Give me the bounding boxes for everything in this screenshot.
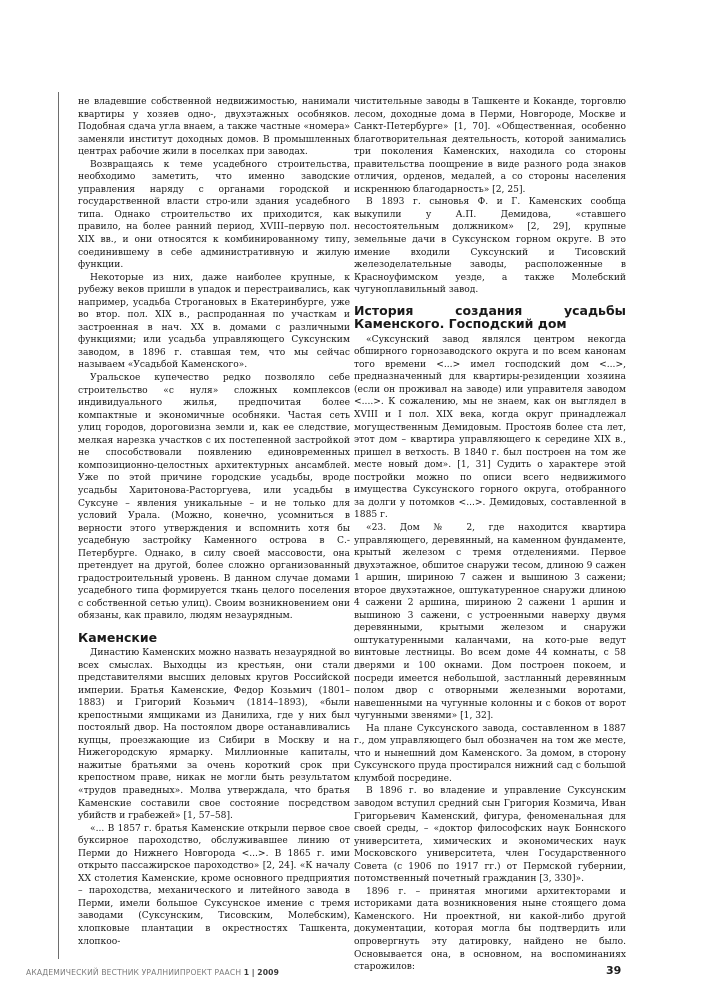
paragraph: На плане Суксунского завода, составленном в 1887 г., дом управляющего был обозначен на том же месте, что и нынешний дом Каменского. За домом, в сторону Суксунского пруда простирался нижний сад с большой клумбой посредине. <box>354 723 626 784</box>
paragraph: Некоторые из них, даже наиболее крупные, к рубежу веков пришли в упадок и перестраивались, как например, усадьба Строгановых в Екатеринбурге, уже во втор. пол. XIX в., распроданная по участкам и застроенная в нач. XX в. домами с различными функциями; или усадьба управляющего Суксунским заводом, в 1896 г. ставшая тем, что мы сейчас называем «Усадьбой Каменского». <box>78 272 350 371</box>
margin-rule <box>58 92 59 959</box>
paragraph: В 1893 г. сыновья Ф. и Г. Каменских сообща выкупили у А.П. Демидова, «ставшего несостоятельным должником» [2, 29], крупные земельные дачи в Суксунском горном округе. В это имение входили Суксунский и Тисовский железоделательные заводы, расположенные в Красноуфимском уезде, а также Молебский чугуноплавильный завод. <box>354 197 626 296</box>
left-column <box>78 96 350 948</box>
issue-year: 2009 <box>257 968 280 977</box>
paragraph: В 1896 г. во владение и управление Суксунским заводом вступил средний сын Григория Козмича, Иван Григорьевич Каменский, фигура, феноменальная для своей среды, – «доктор философских наук Боннского университета, химических и экономических наук Московского университета, член Государственного Совета (с 1906 по 1917 гг.) от Пермской губернии, потомственный почетный гражданин [3, 330]». <box>354 786 626 885</box>
section-heading-kamenskie: Каменские <box>78 629 158 645</box>
right-column <box>354 96 626 974</box>
paragraph: Династию Каменских можно назвать незаурядной во всех смыслах. Выходцы из крестьян, они стали представителями высших деловых кругов Российской империи. Братья Каменские, Федор Козьмич (1801–1883) и Григорий Козьмич (1814–1893), «были крепостными ямщиками из Данилиха, где у них был постоялый двор. На постоялом дворе останавливались купцы, проезжающие из Сибири в Москву и на Нижегородскую ярмарку. Миллионные капиталы, нажитые братьями за очень короткий срок при крепостном праве, никак не могли быть результатом «трудов праведных». Молва утверждала, что братья Каменские составили свое состояние посредством убийств и грабежей» [1, 57–58]. <box>78 647 350 822</box>
paragraph: «... В 1857 г. братья Каменские открыли первое свое буксирное пароходство, обслуживавшее линию от Перми до Нижнего Новгорода <...>. В 1865 г. ими открыто пассажирское пароходство» [2, 24]. «К началу XX столетия Каменские, кроме основного предприятия – пароходства, механического и литейного завода в Перми, имели большое Суксунское имение с тремя заводами (Суксунским, Тисовским, Молебским), хлопковые плантации в окрестностях Ташкента, хлопкоо- <box>78 823 350 947</box>
issue-number: 1 <box>243 968 250 977</box>
paragraph: Уральское купечество редко позволяло себе строительство «с нуля» сложных комплексов индивидуального жилья, предпочитая более компактные и экономичные особняки. Частая сеть улиц городов, дороговизна земли и, как ее следствие, мелкая нарезка участков с их постепенной застройкой не способствовали появлению единовременных композиционно-целостных архитектурных ансамблей. Уже по этой причине городские усадьбы, вроде усадьбы Харитонова-Расторгуева, или усадьбы в Суксуне – явления уникальные – и не только для условий Урала. (Можно, конечно, усомниться в верности этого утверждения и вспомнить хотя бы усадебную застройку Каменного острова в С.-Петербурге. Однако, в силу своей массовости, она претендует на другой, более сложно организованный градостроительный уровень. В данном случае домами усадебного типа формируется ткань целого поселения с собственной сетью улиц). Своим возникновением они обязаны, как правило, людям незаурядным. <box>78 373 350 622</box>
page-number: 39 <box>606 964 622 977</box>
paragraph: Возвращаясь к теме усадебного строительства, необходимо заметить, что именно заводские управления наряду с органами городской и государственной власти стро-или здания усадебного типа. Однако строительство их приходится, как правило, на более ранний период, XVIII–первую пол. XIX вв., и они относятся к комбинированному типу, соединившему в себе административную и жилую функции. <box>78 159 350 271</box>
running-footer <box>26 968 616 982</box>
paragraph: «23. Дом № 2, где находится квартира управляющего, деревянный, на каменном фундаменте, крытый железом с тремя отделениями. Первое двухэтажное, обшитое снаружи тесом, длиною 9 сажен 1 аршин, шириною 7 сажен и вышиною 3 сажени; второе двухэтажное, оштукатуренное снаружи длиною 4 сажени 2 аршина, шириною 2 сажени 1 аршин и вышиною 3 сажени, с устроенными наверху двумя деревянными, крытыми железом и снаружи оштукатуренными каланчами, на кото-рые ведут винтовые лестницы. Во всем доме 44 комнаты, с 58 дверями и 100 окнами. Дом построен покоем, и посреди имеется небольшой, застланный деревянным полом двор с отворными железными воротами, навешенными на чугунные колонны и с боков от ворот чугунными звенями» [1, 32]. <box>354 522 626 722</box>
paragraph: «Суксунский завод являлся центром некогда обширного горнозаводского округа и по всем канонам того времени <...> имел господский дом <...>, предназначенный для квартиры-резиденции хозяина (если он проживал на заводе) или управителя заводом <....>. К сожалению, мы не знаем, как он выглядел в XVIII и I пол. XIX века, когда округ принадлежал могущественным Демидовым. Простояв более ста лет, этот дом – квартира управляющего к середине XIX в., пришел в ветхость. В 1840 г. был построен на том же месте новый дом». [1, 31] Судить о характере этой постройки можно по описи всего недвижимого имущества Суксунского горного округа, отобранного за долги у потомков <...>. Демидовых, составленной в 1885 г. <box>354 334 626 521</box>
paragraph: чистительные заводы в Ташкенте и Коканде, торговлю лесом, доходные дома в Перми, Новгороде, Москве и Санкт-Петербурге» [1, 70]. «Общественная, особенно благотворительная деятельность, которой занимались три поколения Каменских, находила со стороны правительства поощрение в виде разного рода знаков отличия, орденов, медалей, а со стороны населения искреннюю благодарность» [2, 25]. <box>354 97 626 195</box>
paragraph: 1896 г. – принятая многими архитекторами и историками дата возникновения ныне стоящего дома Каменского. Ни проектной, ни какой-либо другой документации, которая могла бы подтвердить или опровергнуть эту датировку, найдено не было. Основывается она, в основном, на воспоминаниях старожилов: <box>354 886 626 973</box>
paragraph: не владевшие собственной недвижимостью, нанимали квартиры у хозяев одно-, двухэтажных особняков. Подобная сдача угла внаем, а также частные «номера» заменяли институт доходных домов. В промышленных центрах рабочие жили в поселках при заводах. <box>78 97 350 158</box>
footer-separator: | <box>251 968 255 977</box>
section-heading-history: История создания усадьбы Каменского. Господский дом <box>354 302 626 332</box>
journal-title: АКАДЕМИЧЕСКИЙ ВЕСТНИК УРАЛНИИПРОЕКТ РААСН <box>26 968 242 977</box>
